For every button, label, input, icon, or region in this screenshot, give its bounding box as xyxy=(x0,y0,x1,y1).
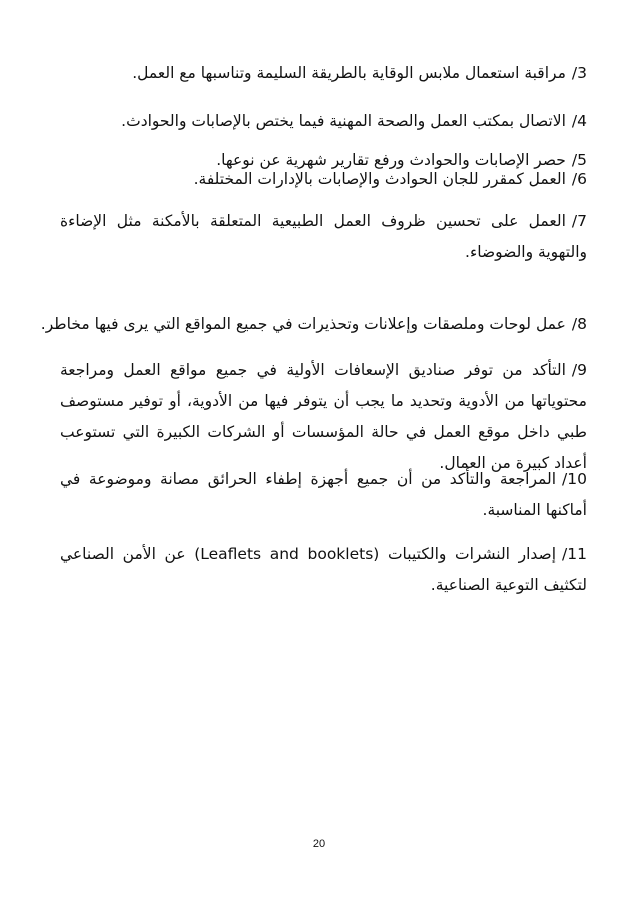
item-number: 4/ xyxy=(571,112,587,130)
list-item-10 xyxy=(60,464,587,526)
list-item-11 xyxy=(60,539,587,601)
item-text: التأكد من توفر صناديق الإسعافات الأولية في جميع مواقع العمل ومراجعة محتوياتها من الأدوية وتحديد ما يجب أن يتوفر فيها من الأدوية، أو توفير مستوصف طبي داخل موقع العمل في حالة المؤسسات أو الشركات الكبيرة التي تستوعب أعداد كبيرة من العمال. xyxy=(60,361,587,472)
item-number: 5/ xyxy=(571,151,587,169)
item-text: المراجعة والتأكد من أن جميع أجهزة إطفاء الحرائق مصانة وموضوعة في أماكنها المناسبة. xyxy=(60,470,587,519)
item-text: العمل على تحسين ظروف العمل الطبيعية المتعلقة بالأمكنة مثل الإضاءة والتهوية والضوضاء. xyxy=(60,212,587,261)
item-text: عمل لوحات وملصقات وإعلانات وتحذيرات في جميع المواقع التي يرى فيها مخاطر. xyxy=(40,315,566,333)
item-number: 6/ xyxy=(571,170,587,188)
list-item-7 xyxy=(60,206,587,268)
list-item-4 xyxy=(60,106,587,137)
item-number: 3/ xyxy=(571,64,587,82)
item-text: حصر الإصابات والحوادث ورفع تقارير شهرية عن نوعها. xyxy=(216,151,566,169)
item-number: 7/ xyxy=(571,212,587,230)
item-number: 9/ xyxy=(571,361,587,379)
item-number: 11/ xyxy=(562,545,587,563)
list-item-6 xyxy=(60,164,587,195)
list-item-9 xyxy=(60,355,587,479)
item-text: الاتصال بمكتب العمل والصحة المهنية فيما يختص بالإصابات والحوادث. xyxy=(121,112,566,130)
item-number: 10/ xyxy=(562,470,587,488)
item-text: العمل كمقرر للجان الحوادث والإصابات بالإدارات المختلفة. xyxy=(193,170,566,188)
list-item-8 xyxy=(40,309,587,340)
item-text: مراقبة استعمال ملابس الوقاية بالطريقة السليمة وتناسبها مع العمل. xyxy=(132,64,566,82)
list-item-3 xyxy=(60,58,587,89)
item-text: إصدار النشرات والكتيبات (Leaflets and booklets) عن الأمن الصناعي لتكثيف التوعية الصناعية. xyxy=(60,545,587,594)
item-number: 8/ xyxy=(571,315,587,333)
page-number: 20 xyxy=(312,838,326,850)
